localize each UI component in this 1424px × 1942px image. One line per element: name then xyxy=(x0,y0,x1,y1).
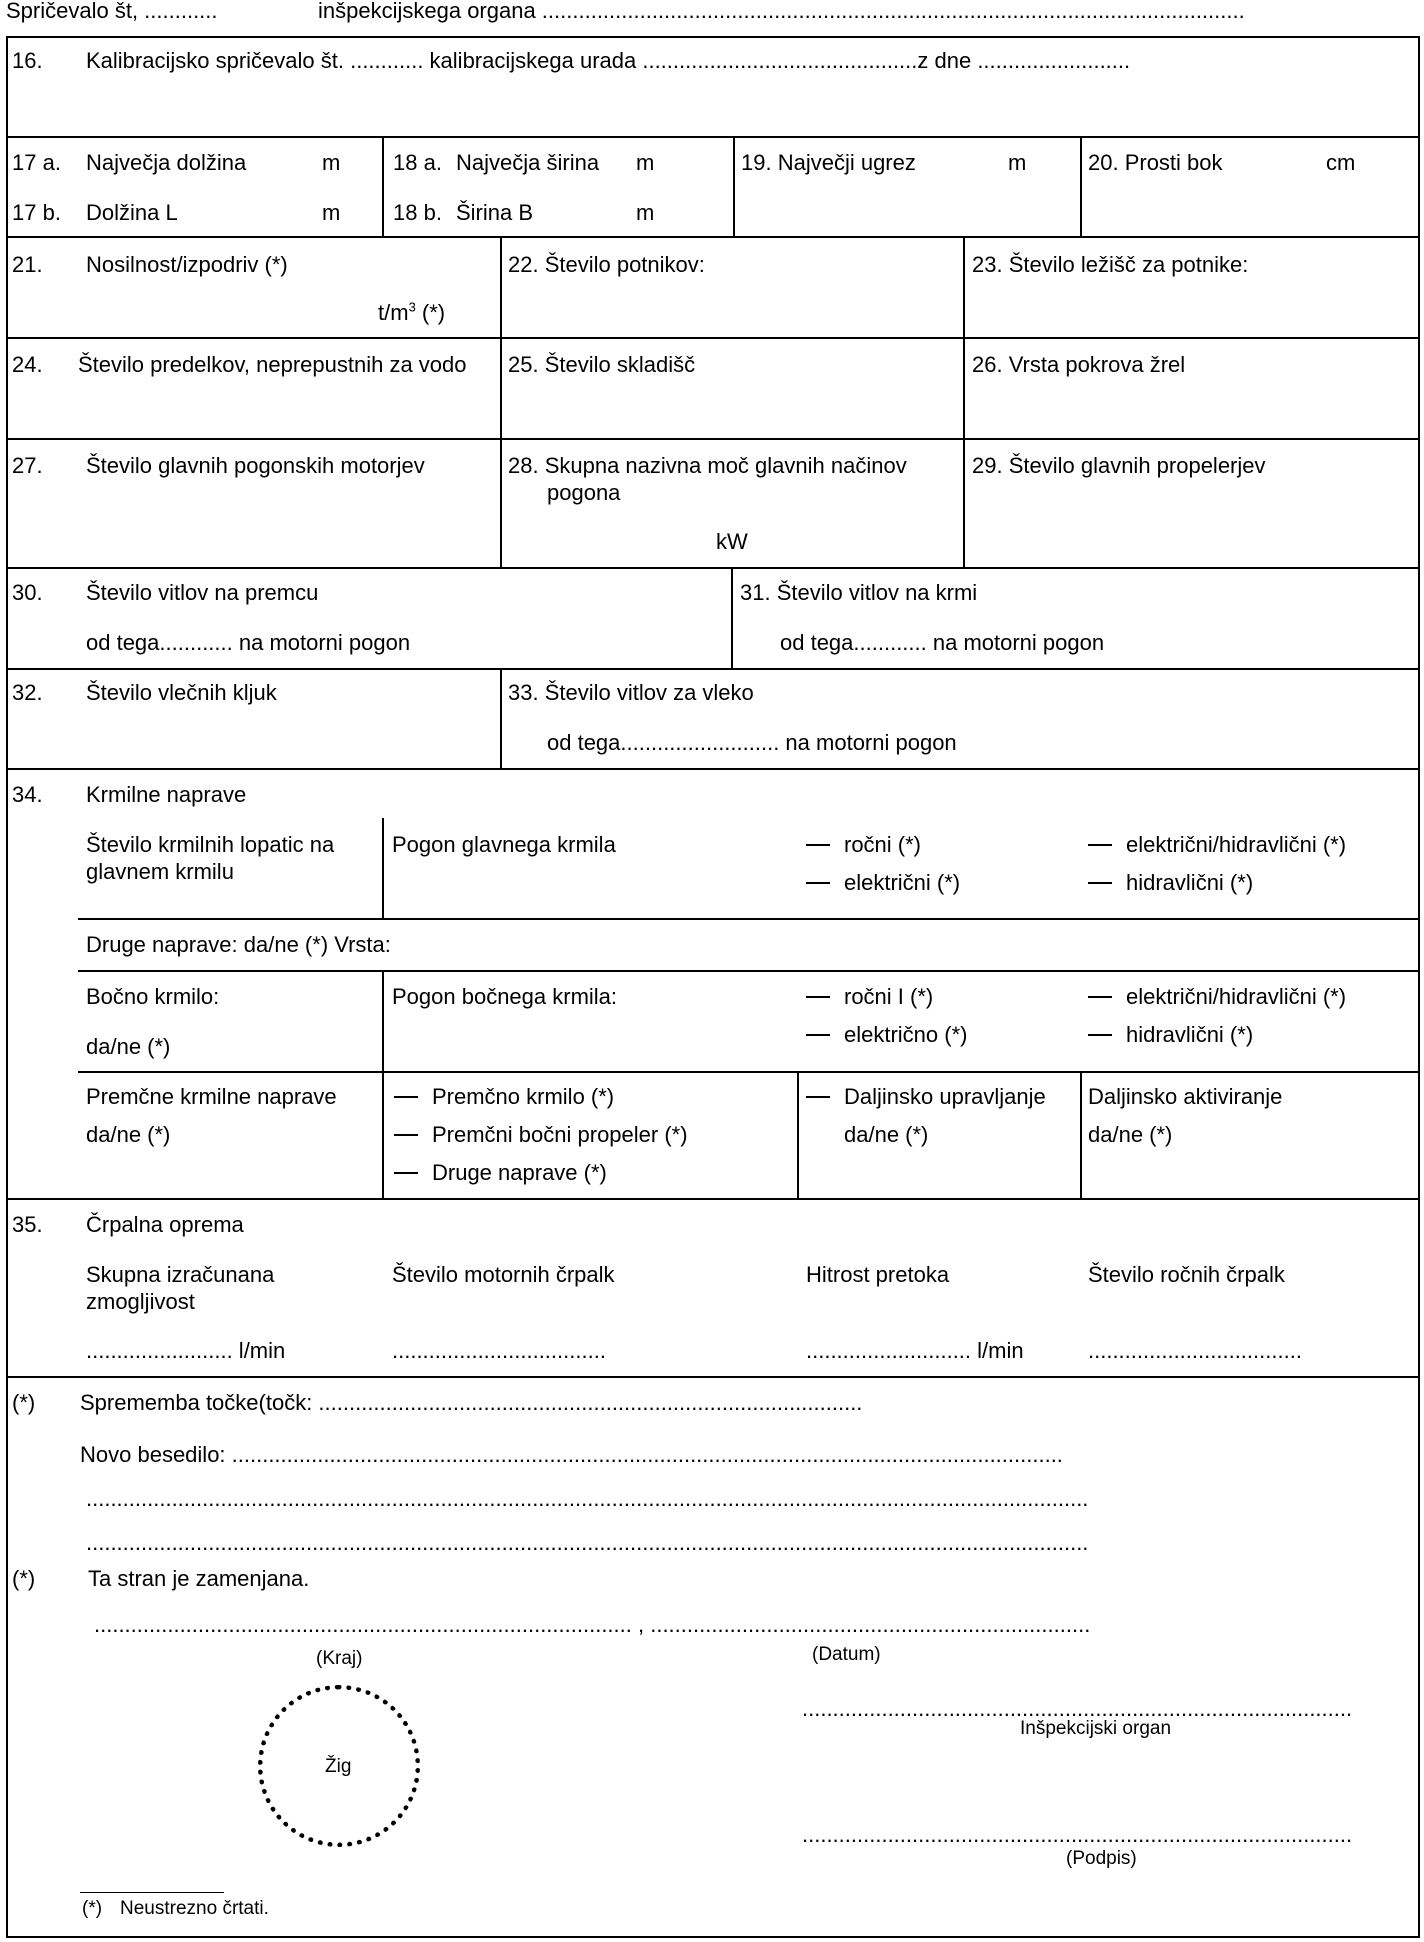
item-16-calibration: Kalibracijsko spričevalo št. ............ kalibracijskega urada .............................................z dne ......................... xyxy=(86,48,1131,73)
bow-steering-yes-no: da/ne (*) xyxy=(86,1122,171,1147)
item-23-label: 23. Število ležišč za potnike: xyxy=(972,252,1249,277)
manual-pumps-label: Število ročnih črpalk xyxy=(1088,1262,1285,1287)
item-18a-unit: m xyxy=(636,150,655,175)
item-16-number: 16. xyxy=(12,48,43,73)
date-caption: (Datum) xyxy=(812,1644,881,1665)
main-rudder-drive-label: Pogon glavnega krmila xyxy=(392,832,616,857)
item-29-label: 29. Število glavnih propelerjev xyxy=(972,453,1266,478)
pump-capacity-value: ........................ l/min xyxy=(86,1338,286,1363)
footnote-text: Neustrezno črtati. xyxy=(120,1898,269,1919)
remote-control-yes-no: da/ne (*) xyxy=(844,1122,929,1147)
flow-rate-value: ........................... l/min xyxy=(806,1338,1024,1363)
signature-caption: (Podpis) xyxy=(1066,1848,1137,1869)
new-text: Novo besedilo: ........................................................................................................................................ xyxy=(80,1442,1063,1467)
item-17a-unit: m xyxy=(322,150,341,175)
item-19-label: 19. Največji ugrez xyxy=(741,150,916,175)
drive-option: ročni I (*) xyxy=(806,984,933,1010)
certificate-number: Spričevalo št, ............ xyxy=(6,0,218,23)
bow-rudder-drive-label: Pogon bočnega krmila: xyxy=(392,984,618,1009)
item-25-label: 25. Število skladišč xyxy=(508,352,696,377)
item-17b-unit: m xyxy=(322,200,341,225)
inspection-body: inšpekcijskega organa ................................................................................................................... xyxy=(318,0,1245,23)
item-31-motor: od tega............ na motorni pogon xyxy=(780,630,1105,655)
item-18a-label: Največja širina xyxy=(456,150,600,175)
item-19-unit: m xyxy=(1008,150,1027,175)
amendment-mark: (*) xyxy=(12,1390,36,1415)
bow-rudder-yes-no: da/ne (*) xyxy=(86,1034,171,1059)
item-33-motor: od tega.......................... na motorni pogon xyxy=(547,730,957,755)
stamp-label: Žig xyxy=(325,1756,352,1777)
item-28-unit: kW xyxy=(716,529,748,554)
drive-option: električni/hidravlični (*) xyxy=(1088,984,1346,1010)
item-34-number: 34. xyxy=(12,782,43,807)
pump-capacity-label: Skupna izračunana xyxy=(86,1262,275,1287)
item-17b-number: 17 b. xyxy=(12,200,61,225)
item-17a-number: 17 a. xyxy=(12,150,61,175)
motor-pumps-value: ................................... xyxy=(392,1338,606,1363)
item-31-label: 31. Število vitlov na krmi xyxy=(740,580,978,605)
flow-rate-label: Hitrost pretoka xyxy=(806,1262,950,1287)
rudder-blades-label: Število krmilnih lopatic na xyxy=(86,832,335,857)
new-text-line: .................................................................................................................................................................... xyxy=(86,1486,1089,1511)
page-replaced: Ta stran je zamenjana. xyxy=(88,1566,310,1591)
drive-option: ročni (*) xyxy=(806,832,921,858)
new-text-line: .................................................................................................................................................................... xyxy=(86,1530,1089,1555)
inspection-signature-line: .......................................................................................... xyxy=(802,1696,1353,1721)
item-32-number: 32. xyxy=(12,680,43,705)
drive-option: hidravlični (*) xyxy=(1088,1022,1253,1048)
footnote-mark: (*) xyxy=(82,1898,103,1919)
inspection-body-caption: Inšpekcijski organ xyxy=(1020,1718,1172,1739)
drive-option: električni/hidravlični (*) xyxy=(1088,832,1346,858)
item-21-label: Nosilnost/izpodriv (*) xyxy=(86,252,288,277)
manual-pumps-value: ................................... xyxy=(1088,1338,1302,1363)
item-18b-label: Širina B xyxy=(456,200,534,225)
item-24-label: Število predelkov, neprepustnih za vodo xyxy=(78,352,467,377)
replacement-mark: (*) xyxy=(12,1566,36,1591)
item-21-number: 21. xyxy=(12,252,43,277)
item-24-number: 24. xyxy=(12,352,43,377)
bow-option: Premčni bočni propeler (*) xyxy=(394,1122,688,1148)
item-35-number: 35. xyxy=(12,1212,43,1237)
item-17b-label: Dolžina L xyxy=(86,200,178,225)
drive-option: hidravlični (*) xyxy=(1088,870,1253,896)
item-32-label: Število vlečnih kljuk xyxy=(86,680,277,705)
drive-option: električno (*) xyxy=(806,1022,967,1048)
bow-option: Premčno krmilo (*) xyxy=(394,1084,614,1110)
motor-pumps-label: Število motornih črpalk xyxy=(392,1262,615,1287)
item-30-number: 30. xyxy=(12,580,43,605)
remote-activation-yes-no: da/ne (*) xyxy=(1088,1122,1173,1147)
item-18a-number: 18 a. xyxy=(393,150,442,175)
item-18b-number: 18 b. xyxy=(393,200,442,225)
signature-line: .......................................................................................... xyxy=(802,1822,1353,1847)
item-22-label: 22. Število potnikov: xyxy=(508,252,705,277)
item-17a-label: Največja dolžina xyxy=(86,150,247,175)
place-caption: (Kraj) xyxy=(316,1648,363,1669)
amended-items: Sprememba točke(točk: ......................................................................................... xyxy=(80,1390,863,1415)
item-34-label: Krmilne naprave xyxy=(86,782,247,807)
item-21-unit: $t/m^3$ (*) xyxy=(378,299,446,325)
place-date-line: ........................................................................................ , ........................................................................ xyxy=(94,1612,1091,1637)
item-30-label: Število vitlov na premcu xyxy=(86,580,319,605)
drive-option: električni (*) xyxy=(806,870,960,896)
item-20-label: 20. Prosti bok xyxy=(1088,150,1223,175)
bow-option: Druge naprave (*) xyxy=(394,1160,607,1186)
item-33-label: 33. Število vitlov za vleko xyxy=(508,680,754,705)
remote-activation-label: Daljinsko aktiviranje xyxy=(1088,1084,1283,1109)
bow-rudder-label: Bočno krmilo: xyxy=(86,984,220,1009)
remote-control-label: Daljinsko upravljanje xyxy=(806,1084,1046,1110)
item-30-motor: od tega............ na motorni pogon xyxy=(86,630,411,655)
pump-capacity-label-cont: zmogljivost xyxy=(86,1289,195,1314)
item-35-label: Črpalna oprema xyxy=(86,1212,244,1237)
item-27-label: Število glavnih pogonskih motorjev xyxy=(86,453,425,478)
item-28-label-cont: pogona xyxy=(547,480,621,505)
rudder-blades-label-cont: glavnem krmilu xyxy=(86,859,234,884)
item-27-number: 27. xyxy=(12,453,43,478)
item-26-label: 26. Vrsta pokrova žrel xyxy=(972,352,1186,377)
item-28-label: 28. Skupna nazivna moč glavnih načinov xyxy=(508,453,907,478)
item-20-unit: cm xyxy=(1326,150,1356,175)
bow-steering-label: Premčne krmilne naprave xyxy=(86,1084,337,1109)
other-devices-label: Druge naprave: da/ne (*) Vrsta: xyxy=(86,932,391,957)
item-18b-unit: m xyxy=(636,200,655,225)
